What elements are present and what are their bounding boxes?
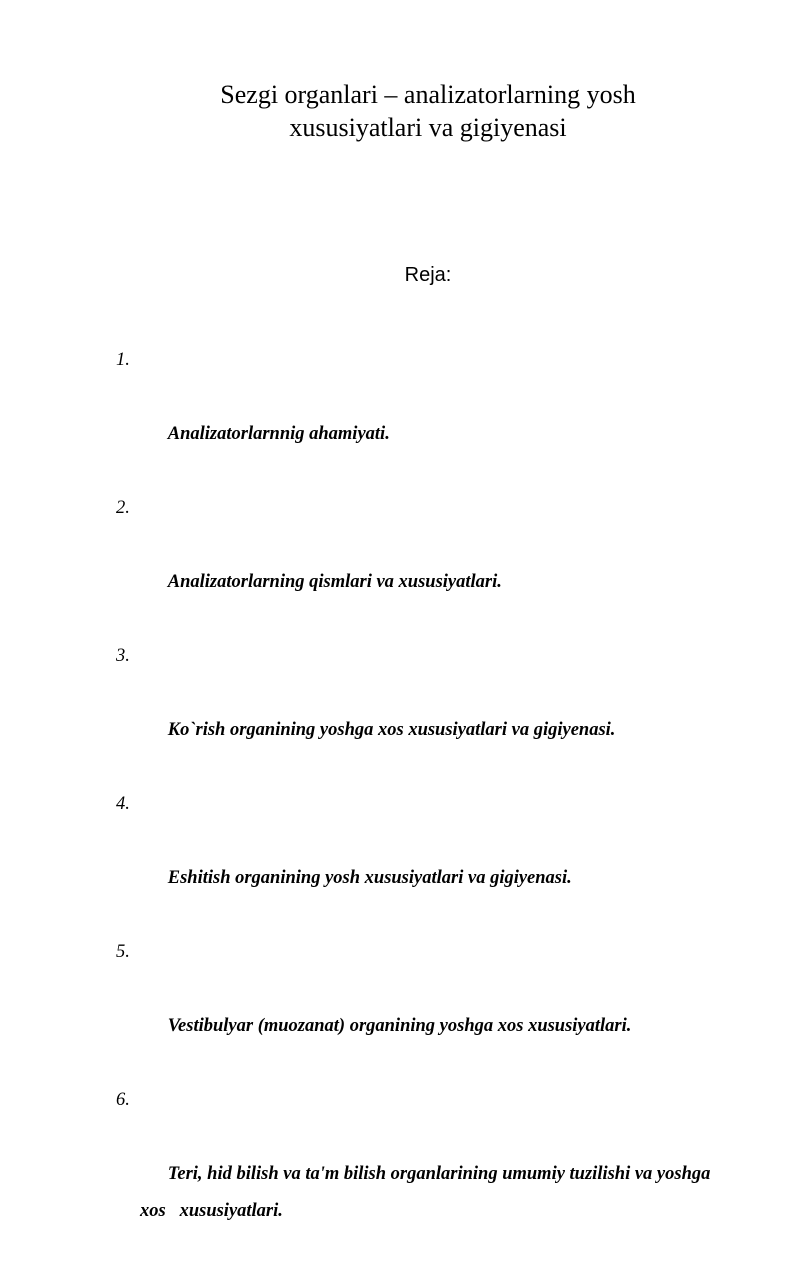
- plan-item-text: Eshitish organining yosh xususiyatlari va gigiyenasi.: [167, 868, 572, 888]
- plan-item-number: 6.: [116, 1090, 130, 1110]
- title-line-1: Sezgi organlari – analizatorlarning yosh: [220, 80, 636, 109]
- plan-heading: Reja:: [404, 264, 452, 286]
- plan-item: [116, 342, 736, 490]
- plan-item-text: Teri, hid bilish va ta'm bilish organlarining umumiy tuzilishi va yoshga xos xususiyatlari.: [140, 1164, 716, 1221]
- plan-item: [116, 786, 736, 934]
- plan-list: [116, 342, 736, 1267]
- plan-item: [116, 490, 736, 638]
- plan-item-number: 5.: [116, 942, 130, 962]
- plan-item-text: Ko`rish organining yoshga xos xususiyatlari va gigiyenasi.: [167, 720, 616, 740]
- plan-item-number: 3.: [116, 646, 130, 666]
- document-title: [160, 78, 696, 144]
- plan-item: [116, 934, 736, 1082]
- plan-item-text: Vestibulyar (muozanat) organining yoshga xos xususiyatlari.: [167, 1016, 632, 1036]
- plan-item-text: Analizatorlarning qismlari va xususiyatlari.: [167, 572, 502, 592]
- plan-item: [116, 638, 736, 786]
- plan-item-number: 2.: [116, 498, 130, 518]
- plan-item: [116, 1082, 736, 1267]
- title-line-2: xususiyatlari va gigiyenasi: [289, 113, 567, 142]
- plan-item-number: 1.: [116, 350, 130, 370]
- plan-item-text: Analizatorlarnnig ahamiyati.: [167, 424, 390, 444]
- plan-item-number: 4.: [116, 794, 130, 814]
